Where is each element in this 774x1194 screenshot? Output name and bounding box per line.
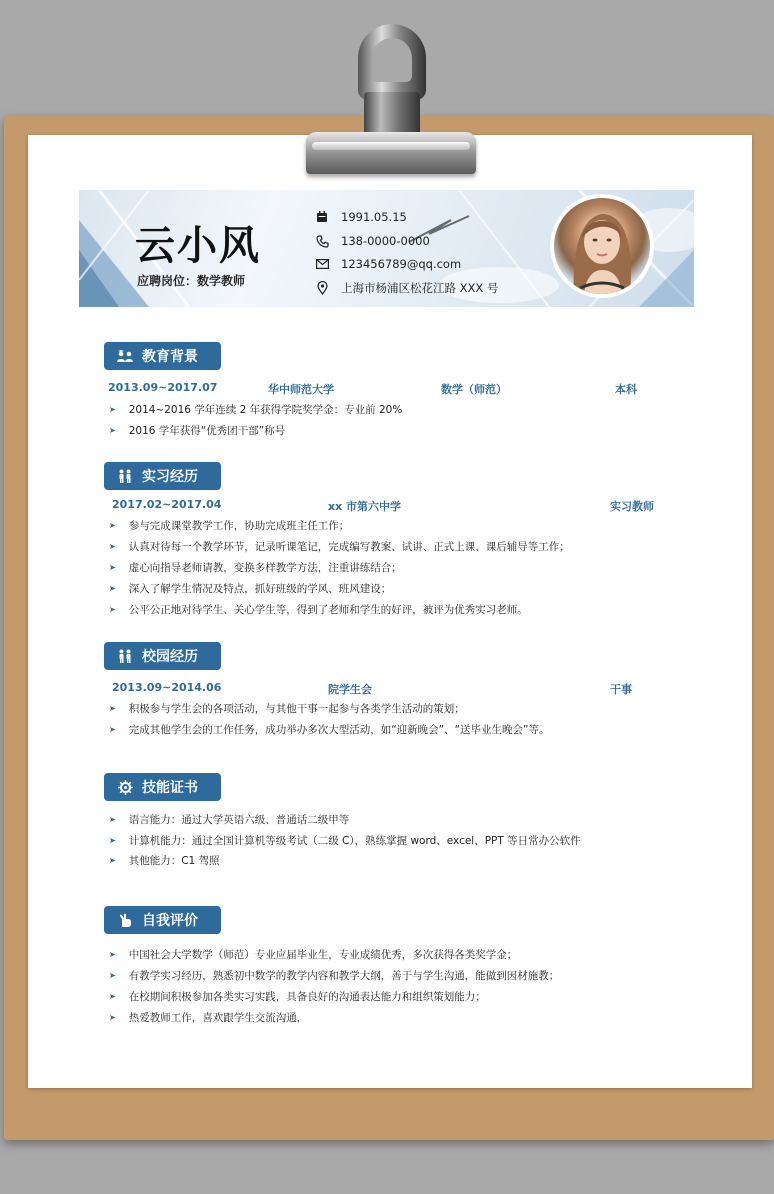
arrow-icon: ➤ [109,563,116,572]
list-item: ➤ 其他能力：C1 驾照 [109,855,220,867]
section-skills-header [104,773,221,801]
arrow-icon: ➤ [109,815,116,824]
contact-email: 123456789@qq.com [315,257,461,271]
education-period: 2013.09~2017.07 [108,381,218,394]
section-education-header [104,342,221,370]
contact-birthdate: 1991.05.15 [315,210,407,224]
arrow-icon: ➤ [109,836,116,845]
campus-role: 干事 [610,683,632,696]
arrow-icon: ➤ [109,950,116,959]
binder-clip-base [306,132,476,174]
arrow-icon: ➤ [109,992,116,1001]
list-item: ➤ 认真对待每一个教学环节，记录听课笔记，完成编写教案、试讲、正式上课、课后辅导等工作； [109,541,570,553]
contact-phone: 138-0000-0000 [315,234,430,248]
list-item: ➤ 参与完成课堂教学工作，协助完成班主任工作； [109,520,350,532]
people-icon [116,468,134,484]
arrow-icon: ➤ [109,704,116,713]
list-item: ➤ 中国社会大学数学（师范）专业应届毕业生，专业成绩优秀，多次获得各类奖学金； [109,949,518,961]
list-item: ➤ 完成其他学生会的工作任务，成功举办多次大型活动，如“迎新晚会”、“送毕业生晚会”等。 [109,724,550,736]
arrow-icon: ➤ [109,584,116,593]
resume-header-banner [79,190,694,307]
mail-icon [315,257,329,271]
list-item: ➤ 积极参与学生会的各项活动，与其他干事一起参与各类学生活动的策划； [109,703,465,715]
campus-period: 2013.09~2014.06 [112,681,222,694]
internship-role: 实习教师 [610,500,654,513]
arrow-icon: ➤ [109,521,116,530]
phone-icon [315,234,329,248]
section-title: 技能证书 [142,780,198,796]
list-item: ➤ 公平公正地对待学生、关心学生等，得到了老师和学生的好评，被评为优秀实习老师。 [109,604,528,616]
contact-address: 上海市杨浦区松花江路 XXX 号 [315,280,498,296]
list-item: ➤ 2016 学年获得“优秀团干部”称号 [109,425,286,437]
section-title: 实习经历 [142,469,198,485]
arrow-icon: ➤ [109,725,116,734]
list-item: ➤ 深入了解学生情况及特点，抓好班级的学风、班风建设； [109,583,392,595]
list-item: ➤ 虚心向指导老师请教，变换多样教学方法，注重讲练结合； [109,562,402,574]
campus-organization: 院学生会 [328,683,372,696]
calendar-icon [315,210,329,224]
section-title: 教育背景 [142,349,198,365]
list-item: ➤ 2014~2016 学年连续 2 年获得学院奖学金：专业前 20% [109,404,403,416]
section-campus-header [104,642,221,670]
arrow-icon: ➤ [109,1013,116,1022]
internship-organization: xx 市第六中学 [328,500,402,513]
arrow-icon: ➤ [109,426,116,435]
education-degree: 本科 [615,383,637,396]
settings-icon [116,779,134,795]
list-item: ➤ 有教学实习经历，熟悉初中数学的教学内容和教学大纲，善于与学生沟通，能做到因材施教； [109,970,560,982]
applied-position: 应聘岗位：数学教师 [137,274,246,288]
location-icon [315,281,329,295]
internship-period: 2017.02~2017.04 [112,498,222,511]
portrait-photo [550,194,654,298]
list-item: ➤ 计算机能力：通过全国计算机等级考试（二级 C），熟练掌握 word、excel、PPT 等日常办公软件 [109,835,581,847]
candidate-name: 云小风 [135,223,261,269]
arrow-icon: ➤ [109,605,116,614]
arrow-icon: ➤ [109,971,116,980]
arrow-icon: ➤ [109,542,116,551]
section-title: 校园经历 [142,649,198,665]
hand-icon [116,912,134,928]
section-self-evaluation-header [104,906,221,934]
section-internship-header [104,462,221,490]
list-item: ➤ 热爱教师工作，喜欢跟学生交流沟通， [109,1012,308,1024]
arrow-icon: ➤ [109,856,116,865]
arrow-icon: ➤ [109,405,116,414]
education-school: 华中师范大学 [268,383,334,396]
people-icon [116,648,134,664]
list-item: ➤ 在校期间积极参加各类实习实践，具备良好的沟通表达能力和组织策划能力； [109,991,486,1003]
section-title: 自我评价 [142,913,198,929]
graduates-icon [116,348,134,364]
education-major: 数学（师范） [441,383,507,396]
list-item: ➤ 语言能力：通过大学英语六级、普通话二级甲等 [109,814,350,826]
